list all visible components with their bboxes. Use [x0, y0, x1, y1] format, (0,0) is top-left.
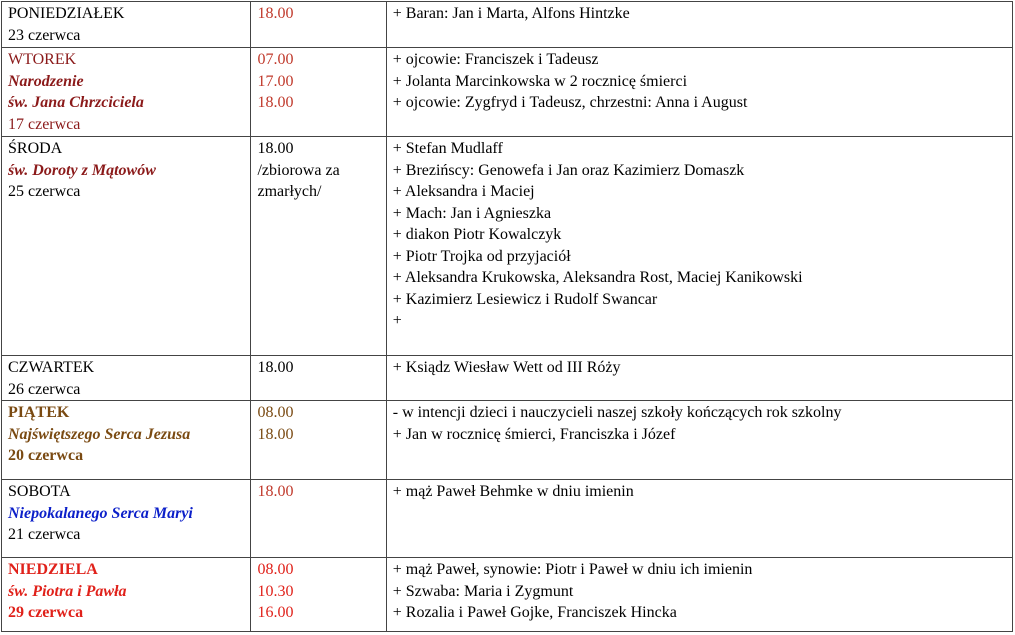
table-row	[2, 2, 1013, 48]
day-cell	[2, 480, 251, 558]
mass-time: 18.00	[257, 425, 294, 443]
intention: + mąż Paweł Behmke w dniu imienin	[392, 483, 634, 500]
intention: + ojcowie: Franciszek i Tadeusz	[392, 51, 599, 68]
day-name: SOBOTA	[8, 483, 71, 500]
day-cell	[2, 356, 251, 401]
intention: + Stefan Mudlaff	[392, 140, 503, 157]
time-cell	[251, 2, 386, 48]
intention: + Rozalia i Paweł Gojke, Franciszek Hincka	[392, 604, 677, 621]
day-cell	[2, 2, 251, 48]
mass-time: 16.00	[257, 604, 294, 621]
intention: - w intencji dzieci i nauczycieli naszej szkoły kończących rok szkolny	[392, 404, 842, 421]
table-row	[2, 356, 1013, 401]
feast-name: św. Piotra i Pawła	[8, 582, 127, 600]
intention-cell	[386, 356, 1012, 401]
intention: + Mach: Jan i Agnieszka	[392, 204, 552, 222]
intention: + Brezińscy: Genowefa i Jan oraz Kazimierz Domaszk	[392, 161, 745, 179]
intention: + Baran: Jan i Marta, Alfons Hintzke	[392, 5, 630, 22]
time-cell	[251, 401, 386, 480]
table-row	[2, 480, 1013, 558]
feast-name: św. Jana Chrzciciela	[8, 94, 144, 111]
intention: + Aleksandra i Maciej	[392, 183, 535, 200]
day-date: 26 czerwca	[8, 380, 81, 398]
day-name: WTOREK	[8, 51, 77, 68]
time-cell	[251, 48, 386, 137]
feast-name: Najświętszego Serca Jezusa	[8, 425, 191, 443]
day-date: 23 czerwca	[8, 26, 81, 44]
intention: +	[392, 312, 402, 329]
mass-schedule-table	[1, 1, 1013, 632]
day-name: ŚRODA	[8, 140, 63, 157]
day-name: CZWARTEK	[8, 359, 95, 376]
intention: + Jan w rocznicę śmierci, Franciszka i Józef	[392, 425, 676, 443]
intention-cell	[386, 137, 1012, 356]
intention-cell	[386, 558, 1012, 632]
day-date: 20 czerwca	[8, 447, 84, 464]
mass-time: 18.00	[257, 483, 294, 500]
mass-time: 08.00	[257, 561, 294, 578]
day-name: PONIEDZIAŁEK	[8, 5, 125, 22]
intention-cell	[386, 401, 1012, 480]
intention-cell	[386, 2, 1012, 48]
intention: + Jolanta Marcinkowska w 2 rocznicę śmierci	[392, 72, 688, 90]
table-row	[2, 401, 1013, 480]
day-cell	[2, 137, 251, 356]
intention-cell	[386, 48, 1012, 137]
day-cell	[2, 401, 251, 480]
table-row	[2, 137, 1013, 356]
day-date: 17 czerwca	[8, 115, 81, 133]
day-cell	[2, 558, 251, 632]
intention: + Piotr Trojka od przyjaciół	[392, 247, 571, 265]
mass-time: 17.00	[257, 72, 294, 90]
intention: + Szwaba: Maria i Zygmunt	[392, 582, 574, 600]
time-cell	[251, 137, 386, 356]
mass-time: 18.00	[257, 5, 294, 22]
intention: + ojcowie: Zygfryd i Tadeusz, chrzestni: Anna i August	[392, 94, 748, 111]
intention: + Kazimierz Lesiewicz i Rudolf Swancar	[392, 290, 658, 308]
intention-cell	[386, 480, 1012, 558]
mass-time: 18.00	[257, 359, 294, 376]
time-cell	[251, 480, 386, 558]
feast-name: św. Doroty z Mątowów	[8, 161, 156, 179]
time-cell	[251, 558, 386, 632]
table-row	[2, 48, 1013, 137]
intention: + diakon Piotr Kowalczyk	[392, 226, 562, 243]
feast-name: Niepokalanego Serca Maryi	[8, 504, 193, 522]
intention: + mąż Paweł, synowie: Piotr i Paweł w dniu ich imienin	[392, 561, 753, 578]
time-cell	[251, 356, 386, 401]
intention: + Ksiądz Wiesław Wett od III Róży	[392, 359, 621, 376]
mass-time: 08.00	[257, 404, 294, 421]
mass-time: 07.00	[257, 51, 294, 68]
intention: + Aleksandra Krukowska, Aleksandra Rost, Maciej Kanikowski	[392, 269, 803, 286]
table-row	[2, 558, 1013, 632]
day-name: NIEDZIELA	[8, 561, 98, 578]
day-cell	[2, 48, 251, 137]
mass-note: /zbiorowa za zmarłych/	[257, 161, 340, 200]
mass-time: 18.00	[257, 94, 294, 111]
mass-time: 18.00	[257, 140, 294, 157]
day-name: PIĄTEK	[8, 404, 70, 421]
feast-name: Narodzenie	[8, 72, 84, 90]
day-date: 29 czerwca	[8, 604, 84, 621]
day-date: 25 czerwca	[8, 183, 81, 200]
day-date: 21 czerwca	[8, 526, 81, 543]
mass-time: 10.30	[257, 582, 294, 600]
